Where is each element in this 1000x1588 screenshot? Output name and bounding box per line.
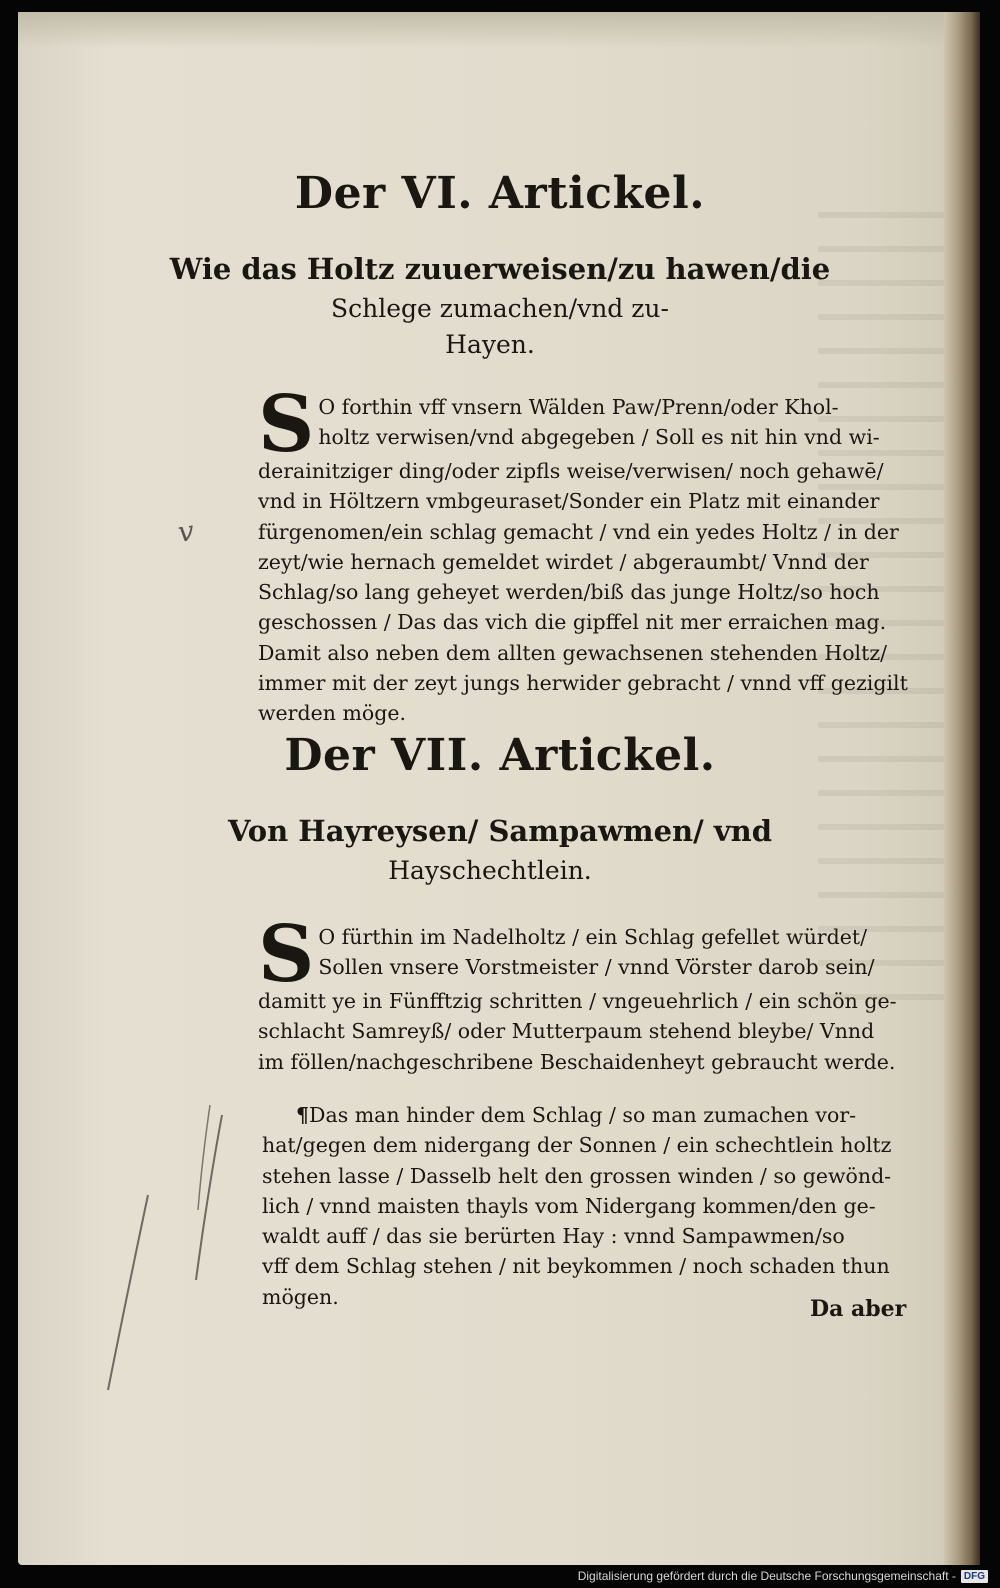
article-7-paragraph xyxy=(258,909,908,1077)
paragraph-line: vff dem Schlag stehen / nit beykommen / noch schaden thun xyxy=(262,1254,890,1279)
article-6-heading: Der VI. Artickel. xyxy=(294,168,706,219)
paragraph-line: mögen. xyxy=(262,1284,339,1309)
dfg-logo-icon: DFG xyxy=(961,1570,988,1583)
paragraph-line: damitt ye in Fünfftzig schritten / vngeuehrlich / ein schön ge- xyxy=(258,989,897,1013)
footer-credit-text: Digitalisierung gefördert durch die Deutsche Forschungsgemeinschaft - xyxy=(577,1569,956,1583)
paragraph-line xyxy=(262,1100,902,1130)
article-7-initial: S xyxy=(258,909,315,1000)
paragraph-line: geschossen / Das das vich die gipffel nit mer erraichen mag. xyxy=(258,610,887,635)
paragraph-line: vnd in Höltzern vmbgeuraset/Sonder ein Platz mit einander xyxy=(258,489,880,514)
paragraph-line: hat/gegen dem nidergang der Sonnen / ein schechtlein holtz xyxy=(262,1133,892,1158)
paragraph-line: stehen lasse / Dasselb helt den grossen winden / so gewönd- xyxy=(262,1163,892,1188)
paragraph-text: Das man hinder dem Schlag / so man zumachen vor- xyxy=(309,1103,857,1127)
article-7-paragraph-2 xyxy=(262,1100,902,1312)
paragraph-line: lich / vnnd maisten thayls vom Nidergang kommen/den ge- xyxy=(262,1193,876,1218)
article-6-subheading-line-1: Wie das Holtz zuuerweisen/zu hawen/die xyxy=(169,252,831,286)
article-7-subheading-line-1: Von Hayreysen/ Sampawmen/ vnd xyxy=(227,814,773,848)
pencil-marks xyxy=(90,1100,250,1410)
footer-credit xyxy=(578,1566,988,1586)
paragraph-line: O forthin vff vnsern Wälden Paw/Prenn/oder Khol- xyxy=(318,395,839,419)
article-7-heading: Der VII. Artickel. xyxy=(284,730,716,781)
pencil-stroke xyxy=(108,1195,148,1390)
page-top-shadow xyxy=(18,12,980,48)
margin-handwritten-note: v xyxy=(175,514,197,549)
paragraph-line: Sollen vnsere Vorstmeister / vnnd Vörster darob sein/ xyxy=(318,955,875,980)
paragraph-line: immer mit der zeyt jungs herwider gebracht / vnnd vff gezigilt xyxy=(258,671,908,696)
paragraph-line: schlacht Samreyß/ oder Mutterpaum stehend bleybe/ Vnnd xyxy=(258,1019,875,1044)
article-6-initial: S xyxy=(258,379,315,470)
paragraph-line: Schlag/so lang geheyet werden/biß das junge Holtz/so hoch xyxy=(258,580,880,605)
paragraph-line: Damit also neben dem allten gewachsenen stehenden Holtz/ xyxy=(258,640,888,665)
paragraph-line: O fürthin im Nadelholtz / ein Schlag gefellet würdet/ xyxy=(318,925,868,949)
pilcrow-mark: ¶ xyxy=(296,1103,310,1127)
pencil-stroke xyxy=(196,1115,222,1280)
paragraph-line: zeyt/wie hernach gemeldet wirdet / abgeraumbt/ Vnnd der xyxy=(258,549,869,574)
article-6-subheading-line-2: Schlege zumachen/vnd zu- xyxy=(331,294,669,323)
article-6-subheading-line-3: Hayen. xyxy=(445,330,535,359)
article-6-paragraph xyxy=(258,379,908,729)
paragraph-line: im föllen/nachgeschribene Beschaidenheyt gebraucht werde. xyxy=(258,1049,896,1074)
catchword: Da aber xyxy=(810,1296,907,1322)
paragraph-line: derainitziger ding/oder zipfls weise/verwisen/ noch gehawē/ xyxy=(258,459,884,483)
paragraph-line: holtz verwisen/vnd abgegeben / Soll es nit hin vnd wi- xyxy=(318,425,880,450)
article-7-subheading-line-2: Hayschechtlein. xyxy=(388,856,592,885)
paragraph-line: werden möge. xyxy=(258,701,407,726)
book-spine xyxy=(944,12,980,1565)
paragraph-line: fürgenomen/ein schlag gemacht / vnd ein yedes Holtz / in der xyxy=(258,519,899,544)
paragraph-line: waldt auff / das sie berürten Hay : vnnd Sampawmen/so xyxy=(262,1224,845,1249)
